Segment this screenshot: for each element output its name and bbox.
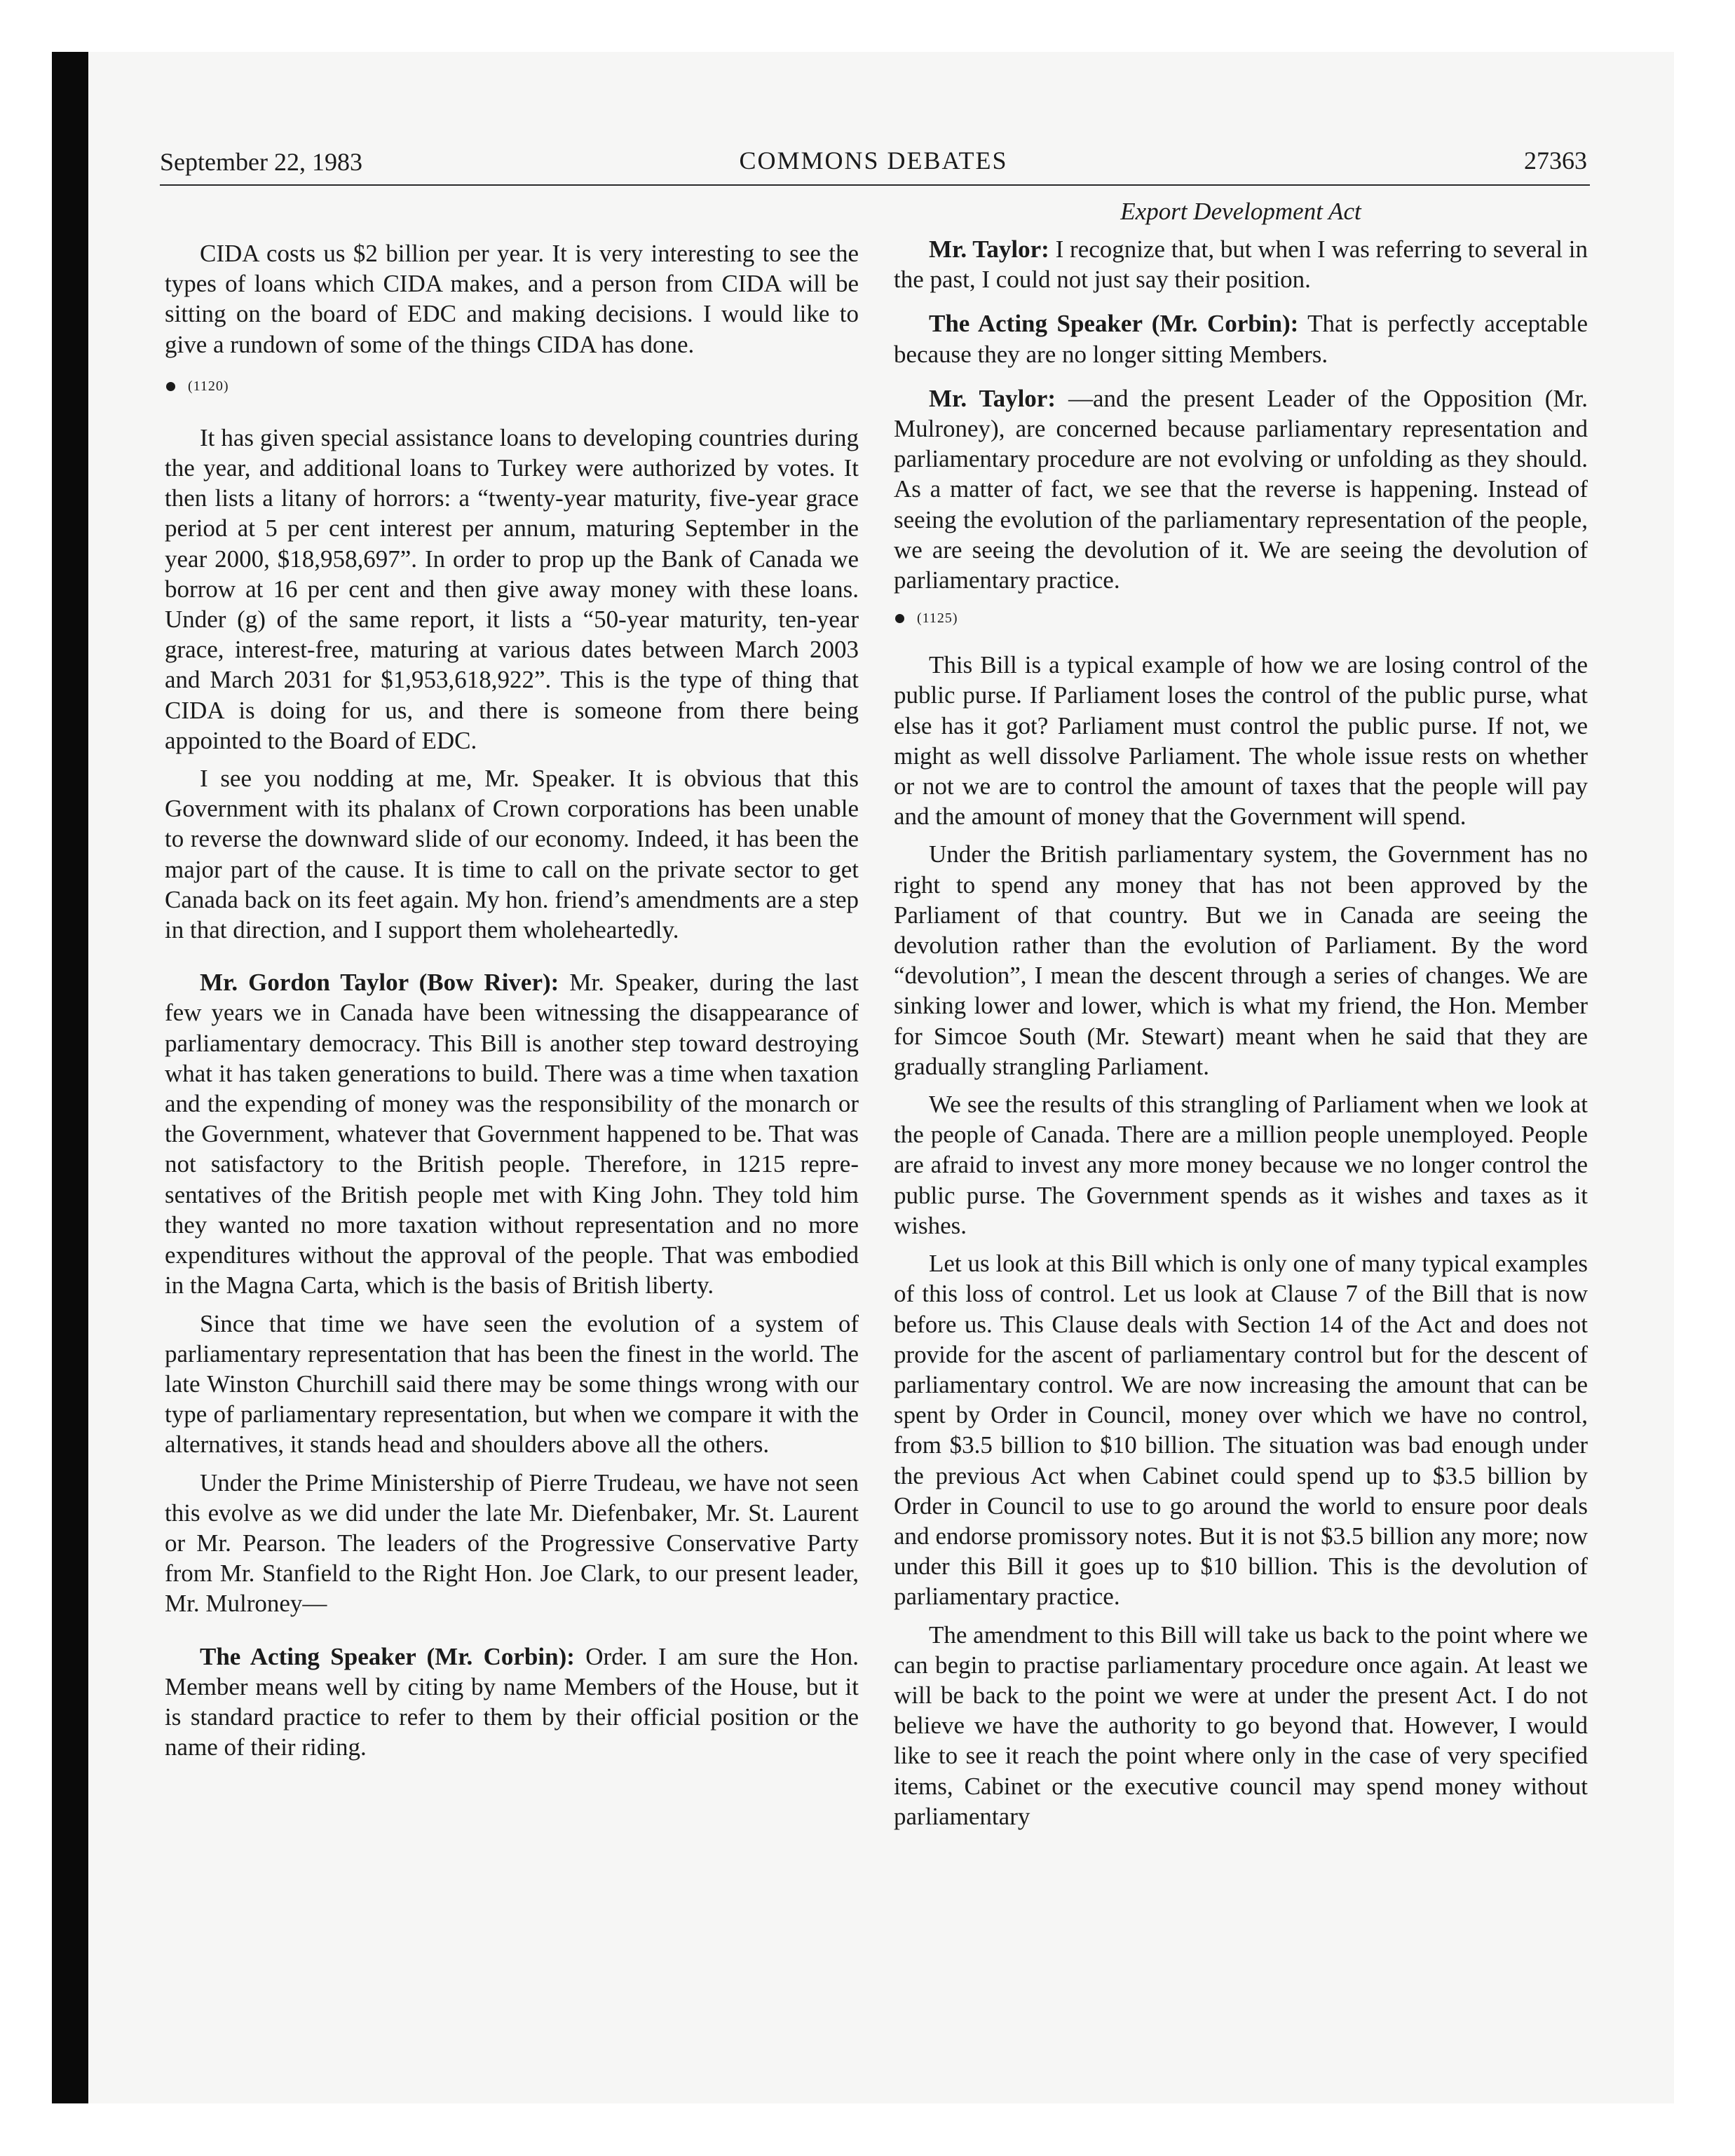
time-marker bbox=[895, 608, 1588, 629]
time-marker-label: (1125) bbox=[917, 610, 958, 626]
paragraph: CIDA costs us $2 billion per year. It is very interesting to see the types of loans which CIDA makes, and a person from CIDA will be sitting on the board of EDC and making decisions. I would like to give a rundown of some of the things CIDA has done. bbox=[165, 240, 859, 358]
speech-text: That is perfectly acceptable because they are no longer sitting Members. bbox=[894, 310, 1588, 368]
speech-paragraph bbox=[894, 234, 1588, 294]
speech-text: —and the present Leader of the Opposition (Mr. Mulroney), are concerned because parliamentary representation and parliamentary procedure are not evolving or unfolding as they should. As a matter of fact, we see that the reverse is happening. Instead of seeing the evolution of the parliamentary representation of the people, we are seeing the devolution of it. We are seeing the devolution of parliamentary practice. bbox=[894, 384, 1588, 594]
paragraph: Under the British parliamentary system, the Government has no right to spend any money that has not been approved by the Parliament of that country. But we in Canada are seeing the devolution rather than the evolution of Parliament. By the word “devolution”, I mean the descent through a series of changes. We are sinking lower and lower, which is what my friend, the Hon. Member for Simcoe South (Mr. Stewart) meant when he said that they are gradually strangling Parliament. bbox=[894, 840, 1588, 1080]
speaker-name: The Acting Speaker (Mr. Corbin): bbox=[929, 310, 1299, 338]
time-marker-label: (1120) bbox=[188, 378, 229, 395]
speaker-name: The Acting Speaker (Mr. Corbin): bbox=[200, 1642, 575, 1670]
speech-paragraph bbox=[894, 383, 1588, 595]
time-marker bbox=[166, 376, 859, 397]
binding-edge bbox=[52, 52, 88, 2103]
running-head: Export Development Act bbox=[1120, 198, 1361, 225]
paragraph: The amendment to this Bill will take us back to the point where we can begin to practise parliamentary procedure once again. At least we will be back to the point we were at under the present Act. I do not believe we have the authority to go beyond that. However, I would like to see it reach the point where only in the case of very specified items, Cabinet or the executive council may spend money without parliamentary bbox=[894, 1621, 1588, 1830]
speaker-name: Mr. Taylor: bbox=[929, 236, 1049, 263]
header-page-number: 27363 bbox=[1524, 146, 1587, 175]
speech-paragraph bbox=[894, 308, 1588, 369]
paragraph: I see you nodding at me, Mr. Speaker. It is obvious that this Government with its phalanx of Crown corporations has been unable to reverse the downward slide of our economy. Indeed, it has been the major part of the cause. It is time to call on the private sector to get Canada back on its feet again. My hon. friend’s amendments are a step in that direction, and I support them wholeheartedly. bbox=[165, 765, 859, 944]
speech-text: I recognize that, but when I was referring to several in the past, I could not just say their position. bbox=[894, 236, 1588, 294]
speech-text: Mr. Speaker, during the last few years we in Canada have been witnessing the disappearance of parliamentary democracy. This Bill is another step toward destroying what it has taken generations to build. There was a time when taxation and the expending of money was the responsibility of the monarch or the Government, whatever that Government happened to be. That was not satisfactory to the British people. Therefore, in 1215 representatives of the British people met with King John. They told him they wanted no more taxation without representation and no more expenditures without the approval of the people. That was embodied in the Magna Carta, which is the basis of British liberty. bbox=[165, 969, 859, 1299]
speaker-name: Mr. Gordon Taylor (Bow River): bbox=[200, 969, 559, 997]
page-header bbox=[160, 143, 1587, 185]
speech-text: Order. I am sure the Hon. Member means well by citing by name Members of the House, but it is standard practice to refer to them by their official position or the name of their riding. bbox=[165, 1642, 859, 1761]
left-column bbox=[165, 238, 859, 1770]
right-column bbox=[894, 234, 1588, 1839]
paragraph: Under the Prime Ministership of Pierre Trudeau, we have not seen this evolve as we did under the late Mr. Diefenbaker, Mr. St. Laurent or Mr. Pearson. The leaders of the Progressive Conservative Party from Mr. Stanfield to the Right Hon. Joe Clark, to our present leader, Mr. Mulroney— bbox=[165, 1468, 859, 1618]
paragraph: We see the results of this strangling of Parliament when we look at the people of Canada. There are a million people unemployed. People are afraid to invest any more money because we no longer control the public purse. The Government spends as it wishes and taxes as it wishes. bbox=[894, 1091, 1588, 1239]
bullet-icon bbox=[166, 382, 175, 391]
paragraph: Let us look at this Bill which is only one of many typical examples of this loss of control. Let us look at Clause 7 of the Bill that is now before us. This Clause deals with Section 14 of the Act and does not provide for the ascent of parliamentary control but for the descent of parliamentary control. We are now increasing the amount that can be spent by Order in Council, money over which we have no control, from $3.5 billion to $10 billion. The situation was bad enough under the previous Act when Cabinet could spend up to $3.5 billion by Order in Council to use to go around the world to ensure poor deals and endorse promissory notes. But it is not $3.5 billion any more; now under this Bill it goes up to $10 billion. This is the devolution of parliamentary practice. bbox=[894, 1250, 1588, 1611]
speech-paragraph bbox=[165, 967, 859, 1300]
speech-paragraph bbox=[165, 1642, 859, 1763]
header-title: COMMONS DEBATES bbox=[739, 146, 1008, 175]
header-date: September 22, 1983 bbox=[160, 148, 362, 176]
paragraph: Since that time we have seen the evolution of a system of parliamentary representation that has been the finest in the world. The late Winston Churchill said there may be some things wrong with our type of parliamentary representation, but when we compare it with the alternatives, it stands head and shoulders above all the others. bbox=[165, 1309, 859, 1459]
speaker-name: Mr. Taylor: bbox=[929, 384, 1056, 412]
paragraph: This Bill is a typical example of how we are losing control of the public purse. If Parliament loses the control of the public purse, what else has it got? Parliament must control the public purse. If not, we might as well dissolve Parliament. The whole issue rests on whether or not we are to control the amount of taxes that the people will pay and the amount of money that the Government will spend. bbox=[894, 651, 1588, 831]
header-rule bbox=[160, 184, 1590, 186]
bullet-icon bbox=[895, 614, 904, 623]
paragraph: It has given special assistance loans to developing countries during the year, and additional loans to Turkey were authorized by votes. It then lists a litany of horrors: a “twenty-year maturity, five-year grace period at 5 per cent interest per annum, maturing September in the year 2000, $18,958,697”. In order to prop up the Bank of Canada we borrow at 16 per cent and then give away money with these loans. Under (g) of the same report, it lists a “50-year maturity, ten-year grace, interest-free, maturing at various dates between March 2003 and March 2031 for $1,953,618,922”. This is the type of thing that CIDA is doing for us, and there is someone from there being appointed to the Board of EDC. bbox=[165, 423, 859, 754]
